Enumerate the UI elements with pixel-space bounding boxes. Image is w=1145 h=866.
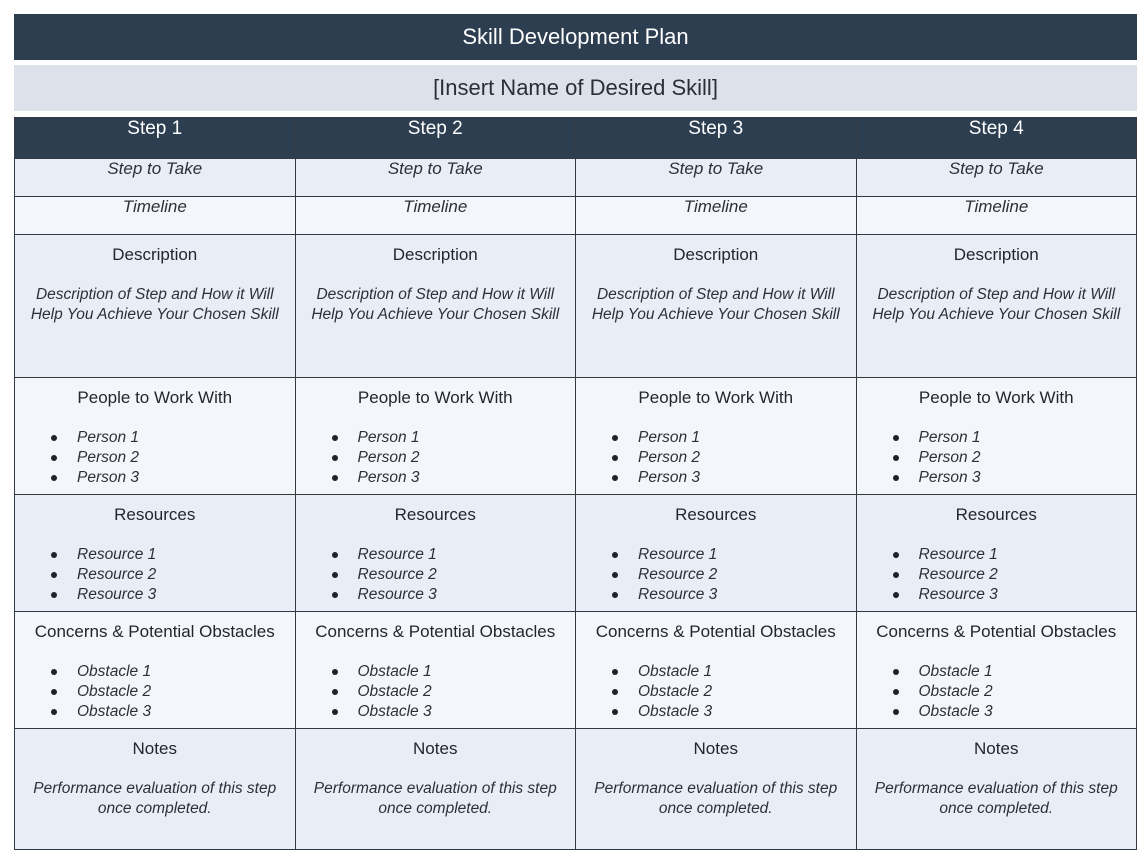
obstacles-cell[interactable] [15, 612, 296, 729]
obstacle-name: Obstacle 1 [918, 663, 993, 680]
description-title: Description [953, 245, 1039, 264]
bullet-icon [893, 572, 899, 578]
obstacle-name: Obstacle 3 [77, 703, 152, 720]
list-item [332, 545, 576, 565]
people-list [857, 428, 1137, 488]
timeline-row [15, 197, 1137, 235]
description-title: Description [392, 245, 478, 264]
obstacle-name: Obstacle 3 [638, 703, 713, 720]
person-name: Person 1 [918, 429, 981, 446]
list-item [893, 662, 1137, 682]
bullet-icon [51, 669, 57, 675]
list-item [612, 448, 856, 468]
description-cell[interactable] [295, 235, 576, 378]
notes-cell[interactable] [576, 729, 857, 850]
obstacle-name: Obstacle 3 [918, 703, 993, 720]
obstacles-list [296, 662, 576, 722]
resource-name: Resource 1 [638, 546, 718, 563]
notes-cell[interactable] [856, 729, 1137, 850]
list-item [51, 662, 295, 682]
obstacle-name: Obstacle 2 [638, 683, 713, 700]
obstacle-name: Obstacle 1 [77, 663, 152, 680]
notes-text: Performance evaluation of this step once completed. [33, 780, 277, 817]
bullet-icon [51, 592, 57, 598]
person-name: Person 2 [77, 449, 140, 466]
bullet-icon [51, 435, 57, 441]
list-item [893, 545, 1137, 565]
obstacles-cell[interactable] [576, 612, 857, 729]
obstacles-title: Concerns & Potential Obstacles [315, 622, 556, 641]
notes-cell[interactable] [295, 729, 576, 850]
bullet-icon [51, 572, 57, 578]
bullet-icon [332, 592, 338, 598]
step-to-take-row [15, 159, 1137, 197]
bullet-icon [612, 435, 618, 441]
notes-row [15, 729, 1137, 850]
bullet-icon [612, 689, 618, 695]
person-name: Person 1 [77, 429, 140, 446]
obstacles-list [857, 662, 1137, 722]
obstacles-cell[interactable] [856, 612, 1137, 729]
resources-cell[interactable] [15, 495, 296, 612]
people-list [296, 428, 576, 488]
list-item [612, 662, 856, 682]
obstacles-list [576, 662, 856, 722]
bullet-icon [332, 552, 338, 558]
people-cell[interactable] [576, 378, 857, 495]
bullet-icon [612, 572, 618, 578]
description-text: Description of Step and How it Will Help You Achieve Your Chosen Skill [30, 286, 279, 323]
bullet-icon [893, 455, 899, 461]
obstacles-row [15, 612, 1137, 729]
people-cell[interactable] [15, 378, 296, 495]
list-item [893, 428, 1137, 448]
list-item [332, 702, 576, 722]
resource-name: Resource 1 [357, 546, 437, 563]
list-item [51, 428, 295, 448]
description-cell[interactable] [856, 235, 1137, 378]
bullet-icon [332, 689, 338, 695]
obstacles-title: Concerns & Potential Obstacles [876, 622, 1117, 641]
bullet-icon [893, 689, 899, 695]
step-header: Step 2 [295, 118, 576, 159]
bullet-icon [332, 669, 338, 675]
step-to-take-cell[interactable]: Step to Take [15, 159, 296, 197]
notes-text: Performance evaluation of this step once completed. [313, 780, 557, 817]
skill-name-placeholder[interactable]: [Insert Name of Desired Skill] [14, 65, 1137, 111]
obstacles-title: Concerns & Potential Obstacles [595, 622, 836, 641]
resources-list [296, 545, 576, 605]
bullet-icon [893, 435, 899, 441]
people-title: People to Work With [638, 388, 794, 407]
bullet-icon [893, 475, 899, 481]
people-list [15, 428, 295, 488]
bullet-icon [612, 592, 618, 598]
person-name: Person 1 [357, 429, 420, 446]
person-name: Person 3 [357, 469, 420, 486]
timeline-cell[interactable]: Timeline [856, 197, 1137, 235]
resource-name: Resource 3 [638, 586, 718, 603]
step-to-take-cell[interactable]: Step to Take [856, 159, 1137, 197]
list-item [332, 585, 576, 605]
list-item [332, 662, 576, 682]
person-name: Person 3 [638, 469, 701, 486]
bullet-icon [332, 475, 338, 481]
bullet-icon [612, 709, 618, 715]
bullet-icon [51, 709, 57, 715]
people-title: People to Work With [357, 388, 513, 407]
document-title: Skill Development Plan [14, 14, 1137, 60]
bullet-icon [893, 709, 899, 715]
bullet-icon [51, 552, 57, 558]
notes-text: Performance evaluation of this step once completed. [874, 780, 1118, 817]
resource-name: Resource 2 [638, 566, 718, 583]
resources-title: Resources [114, 505, 196, 524]
resources-title: Resources [394, 505, 476, 524]
resource-name: Resource 3 [77, 586, 157, 603]
description-text: Description of Step and How it Will Help You Achieve Your Chosen Skill [872, 286, 1121, 323]
step-header: Step 1 [15, 118, 296, 159]
list-item [51, 682, 295, 702]
list-item [332, 428, 576, 448]
bullet-icon [612, 552, 618, 558]
people-title: People to Work With [77, 388, 233, 407]
list-item [51, 468, 295, 488]
list-item [612, 545, 856, 565]
list-item [893, 702, 1137, 722]
list-item [51, 702, 295, 722]
bullet-icon [332, 435, 338, 441]
resources-title: Resources [675, 505, 757, 524]
description-cell[interactable] [576, 235, 857, 378]
step-header: Step 4 [856, 118, 1137, 159]
timeline-cell[interactable]: Timeline [15, 197, 296, 235]
bullet-icon [612, 455, 618, 461]
people-row [15, 378, 1137, 495]
resource-name: Resource 2 [918, 566, 998, 583]
list-item [51, 448, 295, 468]
step-header: Step 3 [576, 118, 857, 159]
description-text: Description of Step and How it Will Help You Achieve Your Chosen Skill [311, 286, 560, 323]
obstacle-name: Obstacle 3 [357, 703, 432, 720]
list-item [332, 565, 576, 585]
person-name: Person 2 [357, 449, 420, 466]
person-name: Person 3 [918, 469, 981, 486]
person-name: Person 1 [638, 429, 701, 446]
bullet-icon [612, 475, 618, 481]
resources-list [857, 545, 1137, 605]
description-text: Description of Step and How it Will Help You Achieve Your Chosen Skill [591, 286, 840, 323]
resources-cell[interactable] [295, 495, 576, 612]
list-item [332, 682, 576, 702]
obstacle-name: Obstacle 2 [918, 683, 993, 700]
list-item [51, 585, 295, 605]
person-name: Person 3 [77, 469, 140, 486]
list-item [332, 468, 576, 488]
obstacle-name: Obstacle 1 [357, 663, 432, 680]
bullet-icon [51, 455, 57, 461]
obstacles-title: Concerns & Potential Obstacles [34, 622, 275, 641]
description-title: Description [673, 245, 759, 264]
resource-name: Resource 2 [77, 566, 157, 583]
step-to-take-cell[interactable]: Step to Take [295, 159, 576, 197]
people-cell[interactable] [856, 378, 1137, 495]
people-list [576, 428, 856, 488]
bullet-icon [332, 709, 338, 715]
bullet-icon [51, 475, 57, 481]
person-name: Person 2 [918, 449, 981, 466]
step-to-take-cell[interactable]: Step to Take [576, 159, 857, 197]
obstacle-name: Obstacle 2 [77, 683, 152, 700]
obstacles-list [15, 662, 295, 722]
list-item [612, 468, 856, 488]
timeline-cell[interactable]: Timeline [576, 197, 857, 235]
bullet-icon [893, 592, 899, 598]
resource-name: Resource 2 [357, 566, 437, 583]
bullet-icon [51, 689, 57, 695]
notes-cell[interactable] [15, 729, 296, 850]
obstacle-name: Obstacle 2 [357, 683, 432, 700]
bullet-icon [612, 669, 618, 675]
obstacle-name: Obstacle 1 [638, 663, 713, 680]
person-name: Person 2 [638, 449, 701, 466]
notes-title: Notes [693, 739, 738, 758]
list-item [893, 585, 1137, 605]
list-item [893, 565, 1137, 585]
list-item [893, 468, 1137, 488]
description-title: Description [112, 245, 198, 264]
list-item [332, 448, 576, 468]
people-cell[interactable] [295, 378, 576, 495]
list-item [51, 565, 295, 585]
timeline-cell[interactable]: Timeline [295, 197, 576, 235]
plan-document [14, 14, 1137, 850]
description-row [15, 235, 1137, 378]
list-item [893, 682, 1137, 702]
resources-row [15, 495, 1137, 612]
resources-title: Resources [955, 505, 1037, 524]
description-cell[interactable] [15, 235, 296, 378]
notes-text: Performance evaluation of this step once completed. [594, 780, 838, 817]
bullet-icon [332, 455, 338, 461]
list-item [612, 682, 856, 702]
steps-header-row [15, 118, 1137, 159]
bullet-icon [332, 572, 338, 578]
list-item [612, 585, 856, 605]
steps-table [14, 117, 1137, 850]
bullet-icon [893, 552, 899, 558]
notes-title: Notes [974, 739, 1019, 758]
resource-name: Resource 3 [918, 586, 998, 603]
resources-cell[interactable] [576, 495, 857, 612]
resource-name: Resource 1 [77, 546, 157, 563]
list-item [612, 428, 856, 448]
list-item [612, 702, 856, 722]
bullet-icon [893, 669, 899, 675]
resource-name: Resource 3 [357, 586, 437, 603]
resources-list [15, 545, 295, 605]
list-item [612, 565, 856, 585]
notes-title: Notes [413, 739, 458, 758]
resources-list [576, 545, 856, 605]
list-item [51, 545, 295, 565]
resource-name: Resource 1 [918, 546, 998, 563]
people-title: People to Work With [918, 388, 1074, 407]
list-item [893, 448, 1137, 468]
resources-cell[interactable] [856, 495, 1137, 612]
notes-title: Notes [132, 739, 177, 758]
obstacles-cell[interactable] [295, 612, 576, 729]
